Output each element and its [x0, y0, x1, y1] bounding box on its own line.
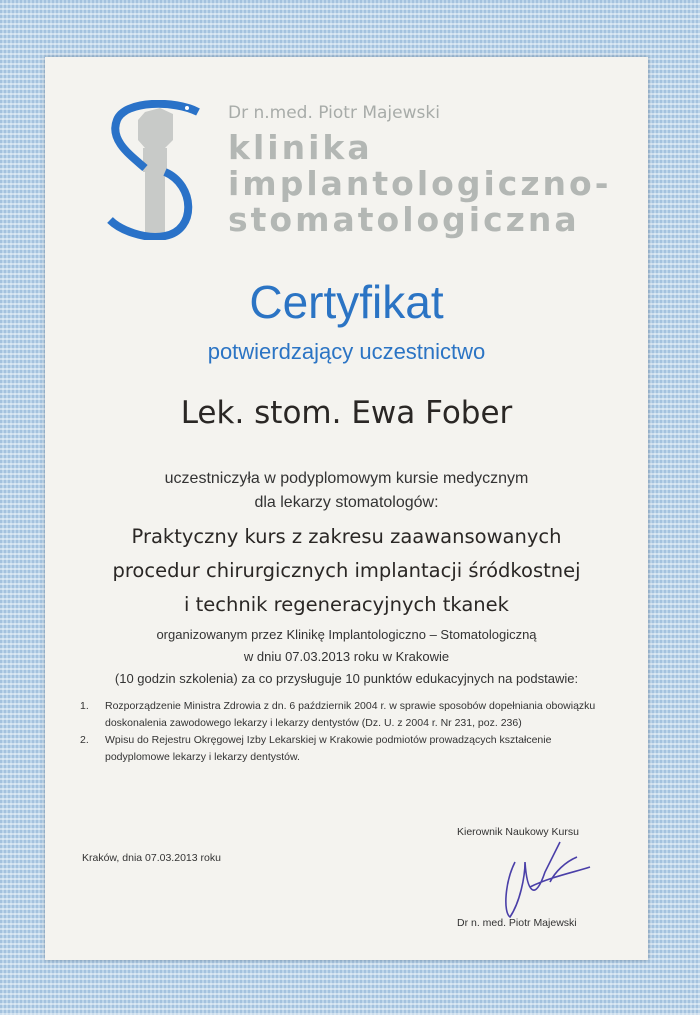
list-number: 1. — [80, 700, 89, 712]
list-text: Wpisu do Rejestru Okręgowej Izby Lekarskiej w Krakowie podmiotów prowadzących kształcenie podyplomowe lekarzy i lekarzy dentystów. — [105, 734, 552, 763]
details-line: organizowanym przez Klinikę Implantologiczno – Stomatologiczną — [156, 627, 537, 642]
list-item — [80, 732, 605, 766]
intro-line: dla lekarzy stomatologów: — [254, 494, 439, 511]
signatory-role: Kierownik Naukowy Kursu — [457, 826, 579, 838]
certificate-title: Certyfikat — [249, 276, 444, 328]
course-details — [45, 624, 648, 690]
list-number: 2. — [80, 734, 89, 746]
signatory-name: Dr n. med. Piotr Majewski — [457, 917, 577, 929]
clinic-name-line: stomatologiczna — [228, 200, 580, 239]
details-line: (10 godzin szkolenia) za co przysługuje 10 punktów edukacyjnych na podstawie: — [114, 671, 579, 686]
legal-basis-list — [80, 698, 605, 766]
clinic-logo-icon — [105, 100, 205, 240]
course-title — [45, 520, 648, 622]
clinic-name-line: klinika — [228, 128, 373, 167]
recipient-name: Lek. stom. Ewa Fober — [180, 395, 513, 431]
signature-icon — [495, 832, 595, 922]
details-line: w dniu 07.03.2013 roku w Krakowie — [243, 649, 450, 664]
list-item — [80, 698, 605, 732]
list-text: Rozporządzenie Ministra Zdrowia z dn. 6 październik 2004 r. w sprawie sposobów dopełniania obowiązku doskonalenia zawodowego lekarzy i lekarzy dentystów (Dz. U. z 2004 r. Nr 231, poz. 236) — [105, 700, 596, 729]
certificate-paper — [45, 57, 648, 960]
certificate-subtitle: potwierdzający uczestnictwo — [207, 339, 486, 364]
place-date: Kraków, dnia 07.03.2013 roku — [82, 852, 221, 864]
course-line: procedur chirurgicznych implantacji śródkostnej — [112, 559, 581, 582]
course-line: Praktyczny kurs z zakresu zaawansowanych — [131, 525, 562, 548]
doctor-name-header: Dr n.med. Piotr Majewski — [228, 103, 440, 123]
course-line: i technik regeneracyjnych tkanek — [184, 593, 509, 616]
intro-line: uczestniczyła w podyplomowym kursie medycznym — [164, 470, 529, 487]
clinic-name-line: implantologiczno- — [228, 164, 612, 203]
intro-text — [45, 467, 648, 515]
